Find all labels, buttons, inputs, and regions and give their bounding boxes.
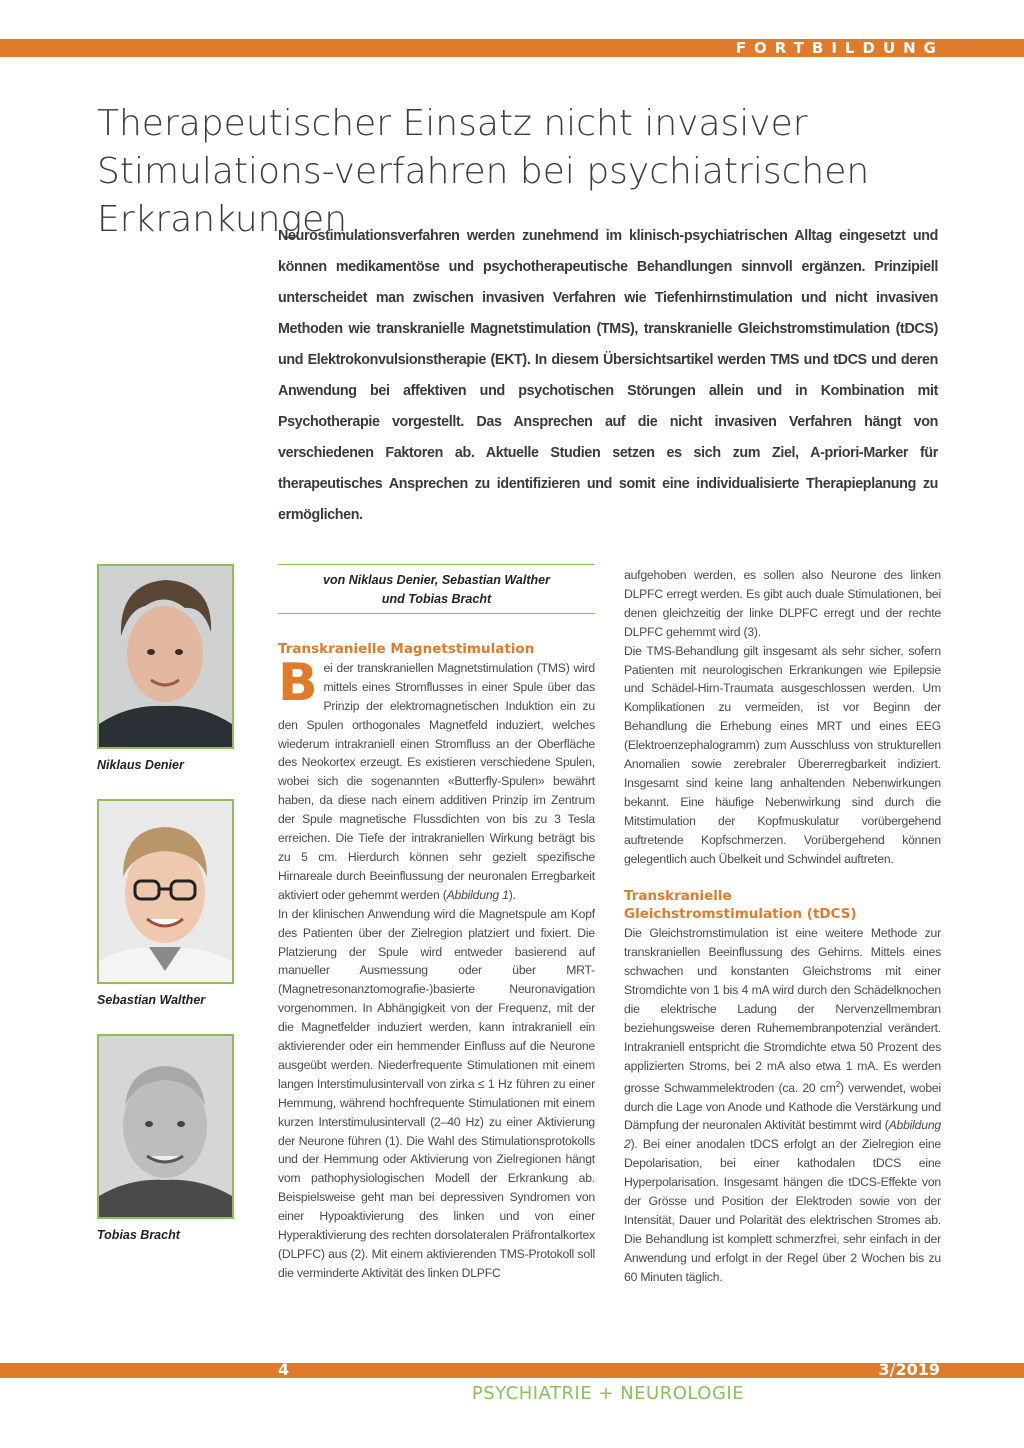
body-paragraph: In der klinischen Anwendung wird die Magnetspule am Kopf des Patienten über der Zielregion platziert und fixiert. Die Platzierung der Spule wird entweder basierend auf manueller Ausmessung oder über MRT-(Magnetresonanztomografie-)basierte Neuronavigation vorgenommen. In Abhängigkeit von der Frequenz, mit der die Magnetfelder induziert werden, kann intrakraniell ein aktivierender oder ein hemmender Einfluss auf die Neurone ausgeübt werden. Niederfrequente Stimulationen mit einem langen Interstimulusintervall von zirka ≤ 1 Hz führen zu einer Hemmung, während hochfrequente Stimulationen mit einem kurzen Interstimulusintervall (2–40 Hz) zu einer Aktivierung der Neurone führen (1). Die Wahl des Stimulationsprotokolls und der Hemmung oder Aktivierung von Zielregionen hängt vom pathophysiologischen Modell der Erkrankung ab. Beispielsweise geht man bei depressiven Syndromen von einer Hypoaktivierung des linken und von einer Hyperaktivierung des rechten dorsolateralen Präfrontalkortex (DLPFC) aus (2). Mit einem aktivierenden TMS-Protokoll soll die verminderte Aktivität des linken DLPFC — [278, 906, 595, 1280]
issue-number: 3/2019 — [878, 1360, 940, 1379]
footer-bar — [0, 1363, 1024, 1378]
figure-reference: Abbildung 1 — [446, 887, 509, 902]
page-number: 4 — [278, 1360, 290, 1379]
byline — [278, 571, 595, 609]
author-photo-walther — [97, 799, 234, 984]
body-text: ). Bei einer anodalen tDCS erfolgt an der Zielregion eine Depolarisation, bei einer kathodalen tDCS eine Hyperpolarisation. Insgesamt hängen die tDCS-Effekte von der Grösse und Position der Elektroden sowie von der Intensität, Dauer und Polarität des elektrischen Stromes ab. Die Behandlung ist komplett schmerzfrei, sehr einfach in der Anwendung und erfolgt in der Regel über 2 Wochen bis zu 60 Minuten täglich. — [624, 1137, 941, 1284]
lead-paragraph: Neurostimulationsverfahren werden zunehmend im klinisch-psychiatrischen Alltag eingesetzt und können medikamentöse und psychotherapeutische Behandlungen sinnvoll ergänzen. Prinzipiell unterscheidet man zwischen invasiven Verfahren wie Tiefenhirnstimulation und nicht invasiven Methoden wie transkranielle Magnetstimulation (TMS), transkranielle Gleichstromstimulation (tDCS) und Elektrokonvulsionstherapie (EKT). In diesem Übersichtsartikel werden TMS und tDCS und deren Anwendung bei affektiven und psychotischen Störungen allein und in Kombination mit Psychotherapie vorgestellt. Das Ansprechen auf die nicht invasiven Verfahren hängt von verschiedenen Faktoren ab. Aktuelle Studien setzen es sich zum Ziel, A-priori-Marker für therapeutisches Ansprechen zu identifizieren und somit eine individualisierte Therapieplanung zu ermöglichen. — [278, 228, 938, 523]
section-label: FORTBILDUNG — [735, 39, 944, 57]
byline-rule-bottom — [278, 613, 595, 614]
body-paragraph — [278, 652, 595, 905]
heading-line: Gleichstromstimulation (tDCS) — [624, 906, 857, 923]
byline-line: von Niklaus Denier, Sebastian Walther — [323, 573, 550, 587]
byline-line: und Tobias Bracht — [381, 592, 492, 606]
body-text: ei der transkraniellen Magnetstimulation (TMS) wird mittels eines Stromflusses in einer Spule über das Prinzip der elektromagnetischen Induktion ein zu den Spulen orthogonales Magnetfeld induziert, welches wiederum intrakraniell einen Stromfluss an der Oberfläche des Neokortex erzeugt. Es existieren verschiedene Spulen, wobei sich die sogenannten «Butterfly-Spulen» bewährt haben, da diese nach einem additiven Prinzip im Zentrum der Spule magnetische Flussdichten von bis zu 3 Tesla erreichen. Die Tiefe der intrakraniellen Wirkung beträgt bis zu 5 cm. Hierdurch können sehr gezielt spezifische Hirnareale durch Beeinflussung der neuronalen Erregbarkeit aktiviert oder gehemmt werden ( — [278, 660, 595, 902]
body-paragraph — [624, 924, 941, 1286]
drop-cap: B — [278, 652, 318, 713]
body-text: Die Gleichstromstimulation ist eine weitere Methode zur transkraniellen Beeinflussung des Gehirns. Mittels eines schwachen und konstanten Gleichstroms mit einer Stromdichte von 1 bis 4 mA wird durch den Schädelknochen die elektrische Ladung der Nervenzellmembran beziehungsweise deren Ruhemembranpotenzial verändert. Intrakraniell entspricht die Stromdichte etwa 50 Prozent des applizierten Stroms, bei 2 mA also etwa 1 mA. Es werden grosse Schwammelektroden (ca. 20 cm — [624, 926, 941, 1095]
body-text: ). — [508, 887, 516, 902]
author-caption: Niklaus Denier — [97, 758, 184, 772]
author-photo-denier — [97, 564, 234, 749]
heading-line: Transkranielle — [624, 887, 732, 904]
body-paragraph: Die TMS-Behandlung gilt insgesamt als sehr sicher, sofern Patienten mit neurologischen Erkrankungen wie Epilepsie und Schädel-Hirn-Traumata ausgeschlossen werden. Um Komplikationen zu vermeiden, ist vor Beginn der Behandlung die Erhebung eines MRT und eines EEG (Elektroenzephalogramm) zum Ausschluss von strukturellen Anomalien sowie zerebraler Übererregbarkeit indiziert. Insgesamt sind keine lang anhaltenden Nebenwirkungen bekannt. Eine häufige Nebenwirkung sind durch die Mitstimulation der Kopfmuskulatur vorübergehend auftretende Kopfschmerzen. Vorübergehend können gelegentlich auch Übelkeit und Schwindel auftreten. — [624, 643, 941, 866]
text-column-2 — [624, 566, 941, 1287]
byline-rule-top — [278, 564, 595, 565]
author-caption: Tobias Bracht — [97, 1228, 180, 1242]
author-photo-bracht — [97, 1034, 234, 1219]
author-caption: Sebastian Walther — [97, 993, 206, 1007]
article-title: Therapeutischer Einsatz nicht invasiver Stimulations-verfahren bei psychiatrischen Erkrankungen — [97, 103, 870, 240]
superscript: 2 — [835, 1079, 840, 1089]
section-heading: Transkranielle Magnetstimulation — [278, 641, 535, 657]
figure-reference: Abbildung 2 — [624, 1118, 941, 1152]
header-bar — [0, 39, 1024, 57]
body-text: ) verwendet, wobei durch die Lage von Anode und Kathode die Verstärkung und Dämpfung der neuronalen Aktivität bestimmt wird ( — [624, 1080, 941, 1133]
text-column-1 — [278, 640, 595, 1283]
section-heading — [624, 887, 941, 925]
body-paragraph: aufgehoben werden, es sollen also Neurone des linken DLPFC erregt werden. Es gibt auch duale Stimulationen, bei denen gleichzeitig der linke DLPFC erregt und der rechte DLPFC gehemmt wird (3). — [624, 568, 941, 639]
journal-name: PSYCHIATRIE + NEUROLOGIE — [471, 1383, 745, 1404]
